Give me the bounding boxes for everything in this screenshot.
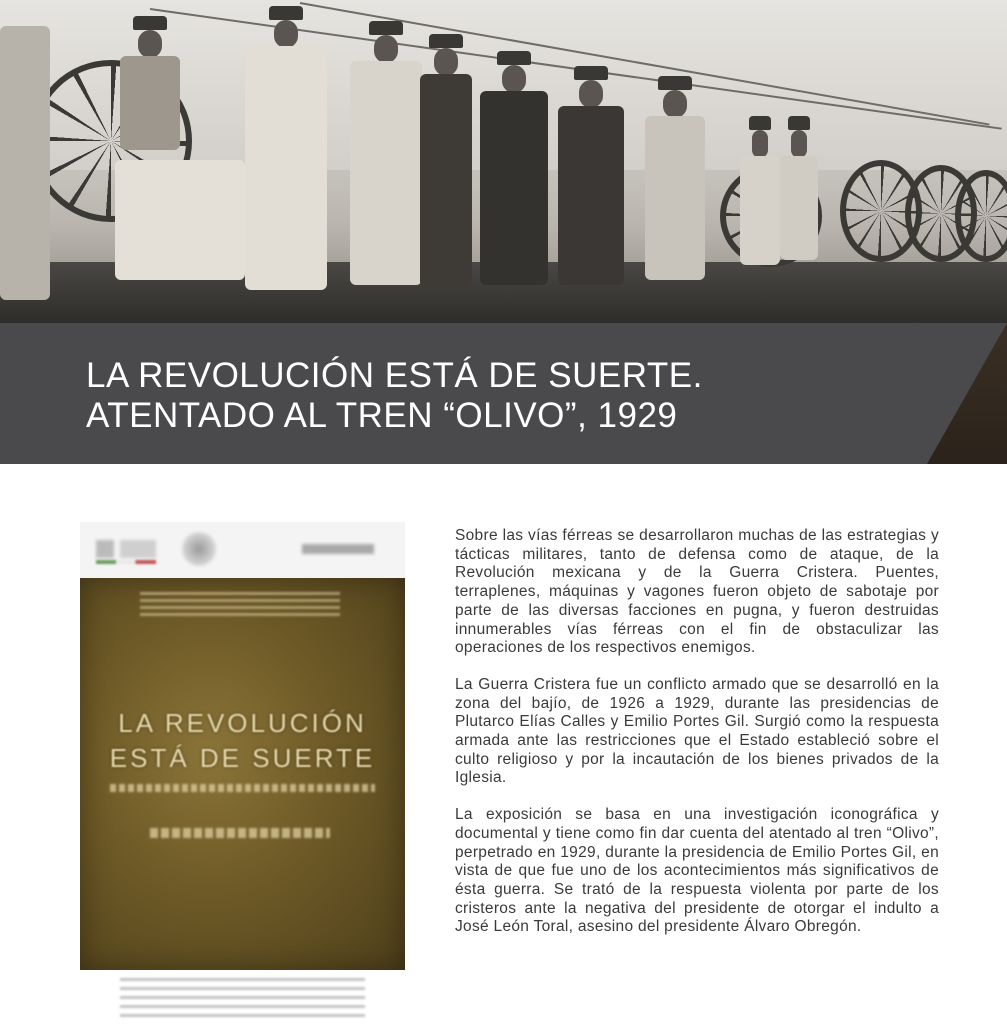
soldier-figure	[0, 0, 50, 300]
soldier-figure	[645, 90, 705, 280]
soldier-figure	[350, 35, 422, 285]
institution-logo	[96, 540, 156, 558]
poster-artwork	[80, 578, 405, 970]
seal-logo	[182, 532, 216, 566]
soldier-figure	[558, 80, 624, 285]
soldier-figure	[120, 30, 180, 150]
exhibition-poster	[80, 522, 405, 1024]
soldier-figure	[740, 130, 780, 265]
paragraph: La exposición se basa en una investigación iconográfica y documental y tiene como fin dar cuenta del atentado al tren “Olivo”, perpetrado en 1929, durante la presidencia de Emilio Portes Gil, en vista de que fue uno de los acontecimientos más significativos de ésta guerra. Se trató de la respuesta violenta por parte de los cristeros ante la negativa del presidente de otorgar el indulto a José León Toral, asesino del presidente Álvaro Obregón.	[455, 806, 939, 936]
soldier-figure	[245, 20, 327, 290]
title-line-2: ATENTADO AL TREN “OLIVO”, 1929	[86, 396, 678, 435]
article-body	[455, 527, 939, 955]
soldier-figure	[115, 150, 245, 280]
poster-heading-line-1: LA REVOLUCIÓN	[118, 708, 367, 738]
poster-caption	[120, 978, 365, 1018]
title-line-1: LA REVOLUCIÓN ESTÁ DE SUERTE.	[86, 356, 703, 395]
soldier-figure	[780, 130, 818, 260]
paragraph: La Guerra Cristera fue un conflicto armado que se desarrolló en la zona del bajío, de 1926 a 1929, durante las presidencias de Plutarco Elías Calles y Emilio Portes Gil. Surgió como la respuesta armada ante las restricciones que el Estado estableció sobre el culto religioso y por la incautación de los bienes privados de la Iglesia.	[455, 675, 939, 787]
poster-subtitle	[110, 784, 375, 792]
soldier-figure	[420, 48, 472, 288]
poster-header-text	[140, 592, 340, 616]
poster-logos-strip	[80, 522, 405, 578]
poster-dates	[150, 828, 330, 838]
page-title	[86, 356, 703, 436]
soldier-figure	[480, 65, 548, 285]
paragraph: Sobre las vías férreas se desarrollaron muchas de las estrategias y tácticas militares, tanto de defensa como de ataque, de la Revolución mexicana y de la Guerra Cristera. Puentes, terraplenes, máquinas y vagones fueron objeto de sabotaje por parte de las diversas facciones en pugna, y fueron destruidas innumerables vías férreas con el fin de obstaculizar las operaciones de los respectivos enemigos.	[455, 527, 939, 657]
header-photo	[0, 0, 1007, 323]
institution-logo	[302, 544, 374, 554]
poster-heading-line-2: ESTÁ DE SUERTE	[109, 743, 376, 773]
flag-stripe	[96, 560, 156, 564]
